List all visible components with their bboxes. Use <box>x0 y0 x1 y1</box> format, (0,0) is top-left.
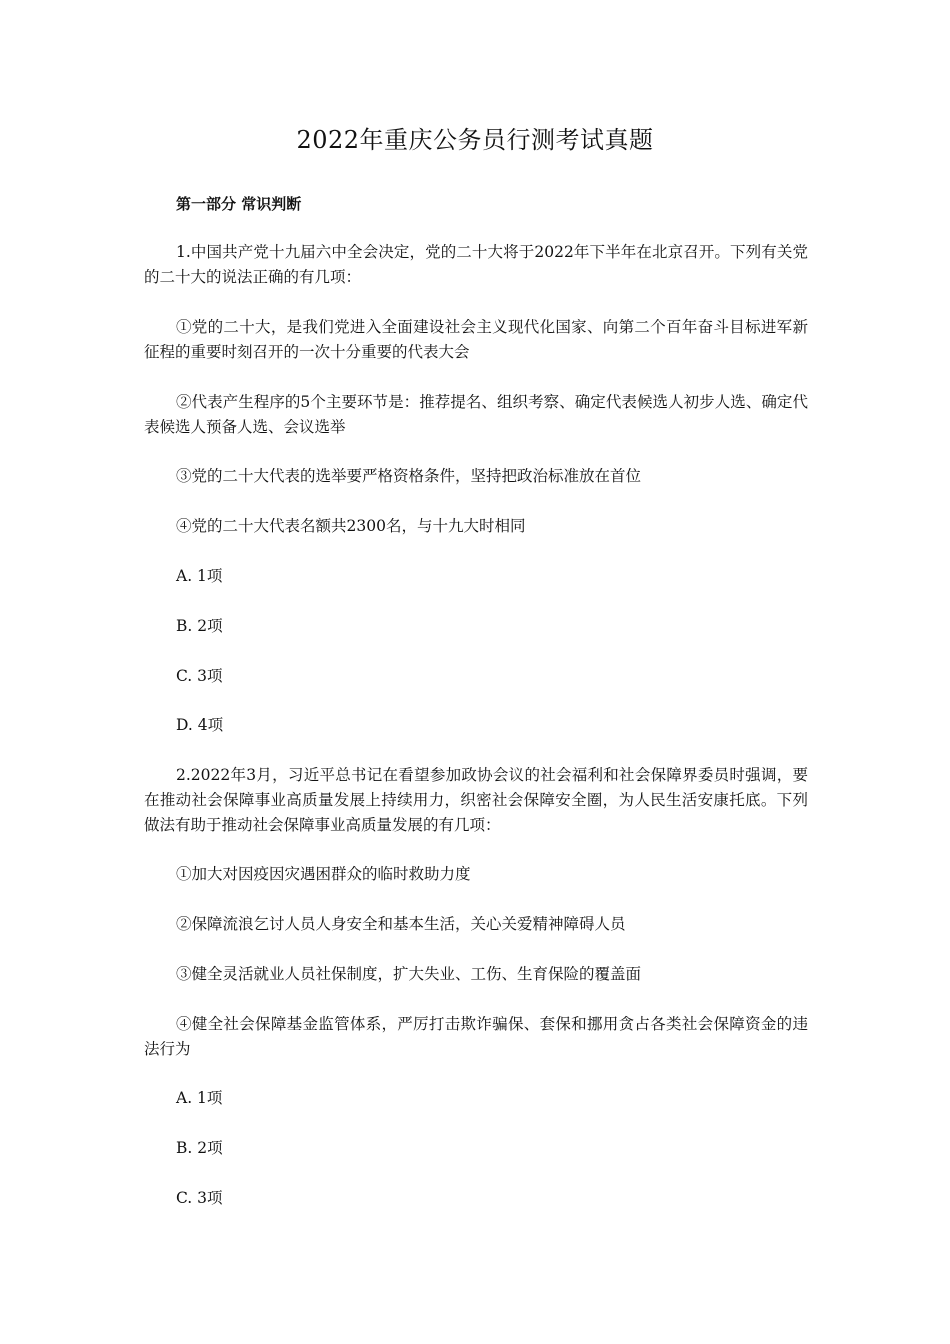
document-title: 2022年重庆公务员行测考试真题 <box>296 126 654 154</box>
question-2-stem: 2.2022年3月，习近平总书记在看望参加政协会议的社会福利和社会保障界委员时强调，要在推动社会保障事业高质量发展上持续用力，织密社会保障安全圈，为人民生活安康托底。下列做法有助于推动社会保障事业高质量发展的有几项： <box>144 766 808 834</box>
question-1-statement-2: ②代表产生程序的5个主要环节是：推荐提名、组织考察、确定代表候选人初步人选、确定代表候选人预备人选、会议选举 <box>144 393 808 436</box>
section-heading: 第一部分 常识判断 <box>176 195 302 213</box>
question-2-statement-2: ②保障流浪乞讨人员人身安全和基本生活，关心关爱精神障碍人员 <box>176 915 626 933</box>
question-2-statement-4: ④健全社会保障基金监管体系，严厉打击欺诈骗保、套保和挪用贪占各类社会保障资金的违法行为 <box>144 1015 808 1058</box>
question-2-statement-1: ①加大对因疫因灾遇困群众的临时救助力度 <box>176 865 471 883</box>
question-2-option-a: A. 1项 <box>176 1089 223 1107</box>
question-1-option-d: D. 4项 <box>176 716 224 734</box>
question-1-option-a: A. 1项 <box>176 567 223 585</box>
question-2-statement-3: ③健全灵活就业人员社保制度，扩大失业、工伤、生育保险的覆盖面 <box>176 965 642 983</box>
question-1-stem: 1.中国共产党十九届六中全会决定，党的二十大将于2022年下半年在北京召开。下列有关党的二十大的说法正确的有几项： <box>144 243 808 286</box>
question-1-statement-4: ④党的二十大代表名额共2300名，与十九大时相同 <box>176 517 526 535</box>
question-1-option-b: B. 2项 <box>176 617 223 635</box>
question-2-option-c: C. 3项 <box>176 1189 223 1207</box>
question-1-option-c: C. 3项 <box>176 667 223 685</box>
question-1-statement-3: ③党的二十大代表的选举要严格资格条件，坚持把政治标准放在首位 <box>176 467 642 485</box>
question-2-option-b: B. 2项 <box>176 1139 223 1157</box>
question-1-statement-1: ①党的二十大，是我们党进入全面建设社会主义现代化国家、向第二个百年奋斗目标进军新征程的重要时刻召开的一次十分重要的代表大会 <box>144 318 808 361</box>
